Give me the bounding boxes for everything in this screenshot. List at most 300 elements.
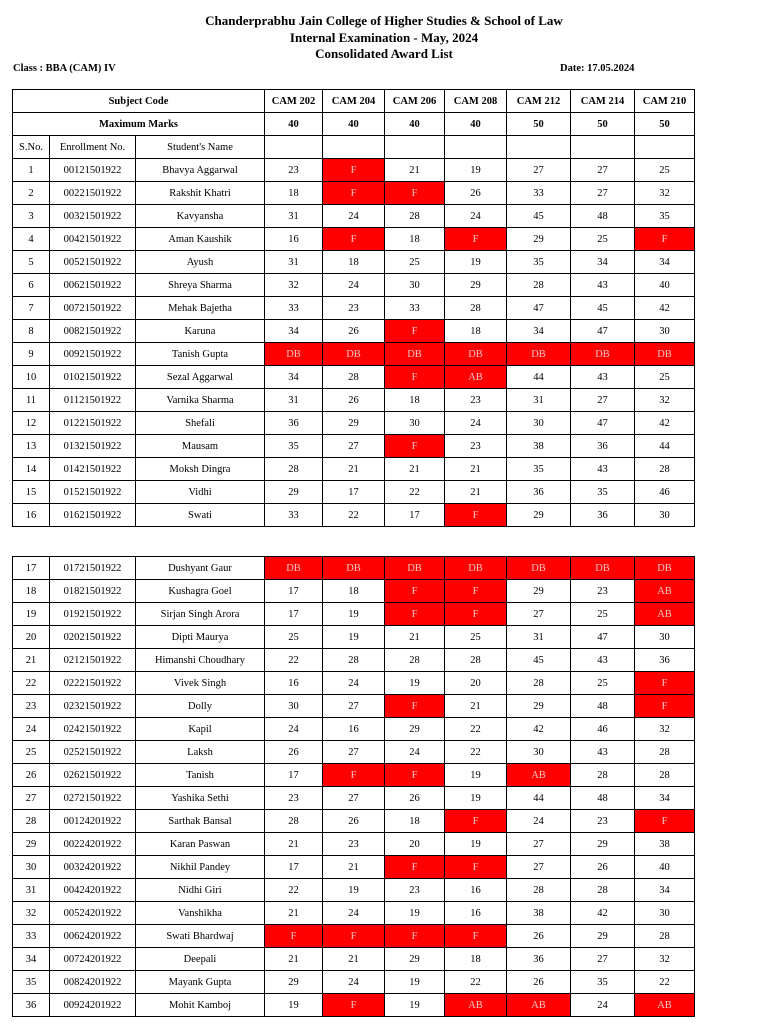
empty-cell: [571, 136, 635, 159]
mark-cell: 29: [265, 971, 323, 994]
mark-cell: F: [323, 228, 385, 251]
mark-cell: 28: [445, 297, 507, 320]
max-marks: 50: [507, 113, 571, 136]
serial-number: 31: [13, 879, 50, 902]
mark-cell: DB: [507, 343, 571, 366]
award-table-part-1: [12, 89, 695, 527]
mark-cell: 46: [571, 718, 635, 741]
mark-cell: 24: [323, 274, 385, 297]
mark-cell: F: [635, 672, 695, 695]
student-row: [13, 626, 695, 649]
mark-cell: 28: [385, 205, 445, 228]
serial-number: 35: [13, 971, 50, 994]
mark-cell: 22: [445, 971, 507, 994]
mark-cell: 29: [323, 412, 385, 435]
mark-cell: 29: [385, 948, 445, 971]
mark-cell: 36: [265, 412, 323, 435]
subject-code: CAM 204: [323, 90, 385, 113]
mark-cell: DB: [323, 557, 385, 580]
mark-cell: 19: [265, 994, 323, 1017]
col-sno: S.No.: [13, 136, 50, 159]
max-marks: 40: [385, 113, 445, 136]
student-name: Mausam: [136, 435, 265, 458]
mark-cell: 42: [507, 718, 571, 741]
mark-cell: 16: [265, 672, 323, 695]
mark-cell: 28: [323, 366, 385, 389]
student-name: Vanshikha: [136, 902, 265, 925]
mark-cell: F: [385, 856, 445, 879]
mark-cell: 27: [323, 695, 385, 718]
student-row: [13, 971, 695, 994]
enrollment-number: 00721501922: [50, 297, 136, 320]
serial-number: 19: [13, 603, 50, 626]
class-label: Class : BBA (CAM) IV: [13, 63, 116, 74]
mark-cell: 32: [635, 948, 695, 971]
mark-cell: DB: [445, 557, 507, 580]
student-row: [13, 603, 695, 626]
mark-cell: 21: [445, 458, 507, 481]
mark-cell: 34: [507, 320, 571, 343]
student-name: Rakshit Khatri: [136, 182, 265, 205]
serial-number: 33: [13, 925, 50, 948]
mark-cell: 28: [507, 879, 571, 902]
mark-cell: 24: [445, 205, 507, 228]
mark-cell: 30: [635, 320, 695, 343]
mark-cell: 21: [445, 481, 507, 504]
student-row: [13, 856, 695, 879]
mark-cell: 29: [571, 925, 635, 948]
mark-cell: F: [385, 925, 445, 948]
mark-cell: 31: [265, 251, 323, 274]
mark-cell: 43: [571, 741, 635, 764]
mark-cell: 19: [323, 603, 385, 626]
student-name: Karan Paswan: [136, 833, 265, 856]
student-name: Dushyant Gaur: [136, 557, 265, 580]
mark-cell: 30: [635, 504, 695, 527]
student-row: [13, 435, 695, 458]
max-marks: 50: [571, 113, 635, 136]
mark-cell: 28: [265, 810, 323, 833]
mark-cell: F: [445, 580, 507, 603]
mark-cell: F: [323, 925, 385, 948]
max-marks: 40: [445, 113, 507, 136]
student-row: [13, 274, 695, 297]
mark-cell: 27: [571, 389, 635, 412]
mark-cell: 30: [507, 741, 571, 764]
mark-cell: 35: [507, 251, 571, 274]
mark-cell: 21: [323, 458, 385, 481]
student-name: Karuna: [136, 320, 265, 343]
mark-cell: 47: [571, 320, 635, 343]
mark-cell: 23: [445, 389, 507, 412]
mark-cell: F: [323, 764, 385, 787]
mark-cell: 23: [323, 297, 385, 320]
student-row: [13, 902, 695, 925]
mark-cell: AB: [507, 764, 571, 787]
mark-cell: DB: [507, 557, 571, 580]
student-name: Dipti Maurya: [136, 626, 265, 649]
mark-cell: AB: [507, 994, 571, 1017]
student-row: [13, 764, 695, 787]
student-row: [13, 580, 695, 603]
mark-cell: 21: [265, 948, 323, 971]
student-name: Dolly: [136, 695, 265, 718]
mark-cell: F: [635, 810, 695, 833]
mark-cell: 25: [635, 159, 695, 182]
mark-cell: 44: [507, 366, 571, 389]
student-row: [13, 925, 695, 948]
mark-cell: F: [635, 228, 695, 251]
mark-cell: 27: [507, 833, 571, 856]
mark-cell: 26: [445, 182, 507, 205]
enrollment-number: 02121501922: [50, 649, 136, 672]
mark-cell: F: [385, 366, 445, 389]
student-name: Shefali: [136, 412, 265, 435]
mark-cell: F: [385, 435, 445, 458]
serial-number: 12: [13, 412, 50, 435]
mark-cell: 42: [571, 902, 635, 925]
mark-cell: 24: [265, 718, 323, 741]
mark-cell: AB: [445, 366, 507, 389]
empty-cell: [265, 136, 323, 159]
mark-cell: 17: [265, 856, 323, 879]
student-row: [13, 994, 695, 1017]
student-name: Sezal Aggarwal: [136, 366, 265, 389]
student-row: [13, 672, 695, 695]
mark-cell: 38: [635, 833, 695, 856]
mark-cell: F: [635, 695, 695, 718]
mark-cell: 26: [385, 787, 445, 810]
award-table-part-2: [12, 556, 695, 1017]
mark-cell: 23: [385, 879, 445, 902]
enrollment-number: 02621501922: [50, 764, 136, 787]
mark-cell: F: [445, 810, 507, 833]
mark-cell: 28: [323, 649, 385, 672]
student-name: Vidhi: [136, 481, 265, 504]
mark-cell: 17: [323, 481, 385, 504]
mark-cell: 23: [265, 787, 323, 810]
mark-cell: 36: [571, 435, 635, 458]
mark-cell: 48: [571, 205, 635, 228]
student-row: [13, 389, 695, 412]
serial-number: 25: [13, 741, 50, 764]
mark-cell: 28: [507, 274, 571, 297]
max-marks-label: Maximum Marks: [13, 113, 265, 136]
student-row: [13, 833, 695, 856]
subject-code: CAM 206: [385, 90, 445, 113]
mark-cell: DB: [571, 343, 635, 366]
enrollment-number: 01121501922: [50, 389, 136, 412]
enrollment-number: 00221501922: [50, 182, 136, 205]
student-name: Nidhi Giri: [136, 879, 265, 902]
mark-cell: DB: [265, 557, 323, 580]
enrollment-number: 00921501922: [50, 343, 136, 366]
serial-number: 11: [13, 389, 50, 412]
mark-cell: 27: [507, 159, 571, 182]
mark-cell: 26: [323, 320, 385, 343]
enrollment-number: 01521501922: [50, 481, 136, 504]
mark-cell: 19: [385, 971, 445, 994]
enrollment-number: 01321501922: [50, 435, 136, 458]
serial-number: 4: [13, 228, 50, 251]
enrollment-number: 00624201922: [50, 925, 136, 948]
mark-cell: 21: [385, 458, 445, 481]
mark-cell: 32: [635, 182, 695, 205]
student-name: Mohit Kamboj: [136, 994, 265, 1017]
mark-cell: 47: [571, 412, 635, 435]
student-name: Nikhil Pandey: [136, 856, 265, 879]
empty-cell: [445, 136, 507, 159]
mark-cell: F: [445, 856, 507, 879]
mark-cell: 36: [507, 948, 571, 971]
mark-cell: 18: [385, 389, 445, 412]
enrollment-number: 00924201922: [50, 994, 136, 1017]
mark-cell: F: [445, 925, 507, 948]
enrollment-number: 02521501922: [50, 741, 136, 764]
mark-cell: DB: [323, 343, 385, 366]
mark-cell: 34: [265, 366, 323, 389]
mark-cell: 19: [445, 764, 507, 787]
serial-number: 3: [13, 205, 50, 228]
mark-cell: F: [445, 504, 507, 527]
serial-number: 5: [13, 251, 50, 274]
enrollment-number: 00321501922: [50, 205, 136, 228]
student-name: Yashika Sethi: [136, 787, 265, 810]
mark-cell: 29: [507, 504, 571, 527]
mark-cell: 28: [385, 649, 445, 672]
enrollment-number: 00524201922: [50, 902, 136, 925]
mark-cell: F: [385, 695, 445, 718]
serial-number: 9: [13, 343, 50, 366]
student-row: [13, 948, 695, 971]
mark-cell: 20: [445, 672, 507, 695]
empty-cell: [635, 136, 695, 159]
mark-cell: 18: [385, 228, 445, 251]
mark-cell: DB: [445, 343, 507, 366]
mark-cell: 32: [265, 274, 323, 297]
subject-code: CAM 202: [265, 90, 323, 113]
mark-cell: 30: [507, 412, 571, 435]
mark-cell: 22: [265, 649, 323, 672]
mark-cell: 16: [323, 718, 385, 741]
enrollment-number: 00724201922: [50, 948, 136, 971]
mark-cell: 42: [635, 297, 695, 320]
serial-number: 2: [13, 182, 50, 205]
mark-cell: 40: [635, 856, 695, 879]
mark-cell: 45: [571, 297, 635, 320]
student-row: [13, 251, 695, 274]
max-marks: 40: [265, 113, 323, 136]
student-name: Laksh: [136, 741, 265, 764]
mark-cell: DB: [385, 343, 445, 366]
serial-number: 32: [13, 902, 50, 925]
mark-cell: 34: [635, 251, 695, 274]
serial-number: 10: [13, 366, 50, 389]
mark-cell: 32: [635, 718, 695, 741]
serial-number: 7: [13, 297, 50, 320]
mark-cell: 30: [635, 902, 695, 925]
enrollment-number: 02721501922: [50, 787, 136, 810]
serial-number: 6: [13, 274, 50, 297]
mark-cell: 29: [507, 695, 571, 718]
mark-cell: 29: [507, 580, 571, 603]
student-name: Mehak Bajetha: [136, 297, 265, 320]
student-row: [13, 228, 695, 251]
student-name: Bhavya Aggarwal: [136, 159, 265, 182]
mark-cell: 17: [265, 764, 323, 787]
mark-cell: 26: [323, 389, 385, 412]
col-enrollment: Enrollment No.: [50, 136, 136, 159]
list-title: Consolidated Award List: [315, 46, 453, 61]
mark-cell: 27: [507, 603, 571, 626]
enrollment-number: 01821501922: [50, 580, 136, 603]
mark-cell: F: [323, 159, 385, 182]
enrollment-number: 00121501922: [50, 159, 136, 182]
student-row: [13, 741, 695, 764]
student-row: [13, 320, 695, 343]
mark-cell: F: [385, 603, 445, 626]
student-row: [13, 343, 695, 366]
mark-cell: 22: [265, 879, 323, 902]
empty-cell: [507, 136, 571, 159]
col-student-name: Student's Name: [136, 136, 265, 159]
enrollment-number: 00821501922: [50, 320, 136, 343]
mark-cell: 36: [507, 481, 571, 504]
column-header-row: [13, 136, 695, 159]
mark-cell: 23: [323, 833, 385, 856]
student-row: [13, 182, 695, 205]
mark-cell: 18: [445, 948, 507, 971]
mark-cell: 24: [571, 994, 635, 1017]
student-name: Kapil: [136, 718, 265, 741]
mark-cell: 27: [571, 948, 635, 971]
mark-cell: 26: [265, 741, 323, 764]
mark-cell: 26: [507, 971, 571, 994]
mark-cell: 19: [445, 833, 507, 856]
max-marks: 40: [323, 113, 385, 136]
mark-cell: 35: [571, 481, 635, 504]
mark-cell: 34: [265, 320, 323, 343]
mark-cell: DB: [385, 557, 445, 580]
enrollment-number: 02221501922: [50, 672, 136, 695]
enrollment-number: 00621501922: [50, 274, 136, 297]
mark-cell: 25: [385, 251, 445, 274]
mark-cell: 48: [571, 695, 635, 718]
mark-cell: AB: [635, 994, 695, 1017]
mark-cell: F: [445, 603, 507, 626]
student-row: [13, 366, 695, 389]
student-name: Swati Bhardwaj: [136, 925, 265, 948]
mark-cell: 33: [385, 297, 445, 320]
student-row: [13, 159, 695, 182]
mark-cell: F: [445, 228, 507, 251]
mark-cell: 43: [571, 366, 635, 389]
serial-number: 20: [13, 626, 50, 649]
enrollment-number: 00824201922: [50, 971, 136, 994]
mark-cell: 35: [571, 971, 635, 994]
student-row: [13, 481, 695, 504]
mark-cell: 22: [385, 481, 445, 504]
mark-cell: 33: [265, 504, 323, 527]
serial-number: 29: [13, 833, 50, 856]
max-marks: 50: [635, 113, 695, 136]
mark-cell: 33: [507, 182, 571, 205]
empty-cell: [323, 136, 385, 159]
exam-title: Internal Examination - May, 2024: [289, 30, 479, 45]
mark-cell: 21: [385, 159, 445, 182]
mark-cell: 38: [507, 902, 571, 925]
mark-cell: 22: [445, 718, 507, 741]
enrollment-number: 02421501922: [50, 718, 136, 741]
mark-cell: 21: [323, 856, 385, 879]
mark-cell: F: [323, 182, 385, 205]
serial-number: 28: [13, 810, 50, 833]
enrollment-number: 01921501922: [50, 603, 136, 626]
mark-cell: 21: [265, 833, 323, 856]
mark-cell: 27: [323, 435, 385, 458]
student-name: Sirjan Singh Arora: [136, 603, 265, 626]
student-name: Tanish: [136, 764, 265, 787]
max-marks-row: [13, 113, 695, 136]
mark-cell: 25: [445, 626, 507, 649]
mark-cell: 30: [635, 626, 695, 649]
mark-cell: 42: [635, 412, 695, 435]
mark-cell: 26: [323, 810, 385, 833]
mark-cell: 46: [635, 481, 695, 504]
mark-cell: 17: [385, 504, 445, 527]
enrollment-number: 02021501922: [50, 626, 136, 649]
empty-cell: [385, 136, 445, 159]
mark-cell: 36: [571, 504, 635, 527]
serial-number: 1: [13, 159, 50, 182]
serial-number: 26: [13, 764, 50, 787]
mark-cell: 24: [323, 971, 385, 994]
mark-cell: 48: [571, 787, 635, 810]
mark-cell: 29: [265, 481, 323, 504]
mark-cell: 34: [571, 251, 635, 274]
mark-cell: 25: [571, 603, 635, 626]
mark-cell: 36: [635, 649, 695, 672]
college-name: Chanderprabhu Jain College of Higher Studies & School of Law: [205, 13, 563, 28]
mark-cell: 25: [571, 228, 635, 251]
serial-number: 18: [13, 580, 50, 603]
mark-cell: 31: [265, 389, 323, 412]
mark-cell: 22: [323, 504, 385, 527]
serial-number: 34: [13, 948, 50, 971]
mark-cell: 23: [571, 580, 635, 603]
mark-cell: 27: [571, 182, 635, 205]
mark-cell: 19: [323, 626, 385, 649]
mark-cell: 19: [385, 994, 445, 1017]
serial-number: 21: [13, 649, 50, 672]
mark-cell: 26: [571, 856, 635, 879]
mark-cell: 44: [635, 435, 695, 458]
subject-code: CAM 208: [445, 90, 507, 113]
student-name: Kavyansha: [136, 205, 265, 228]
serial-number: 36: [13, 994, 50, 1017]
mark-cell: 23: [445, 435, 507, 458]
mark-cell: 18: [265, 182, 323, 205]
mark-cell: 17: [265, 603, 323, 626]
mark-cell: 27: [507, 856, 571, 879]
serial-number: 13: [13, 435, 50, 458]
mark-cell: F: [385, 182, 445, 205]
mark-cell: AB: [635, 580, 695, 603]
serial-number: 30: [13, 856, 50, 879]
mark-cell: 35: [635, 205, 695, 228]
mark-cell: 18: [323, 251, 385, 274]
mark-cell: 16: [445, 879, 507, 902]
